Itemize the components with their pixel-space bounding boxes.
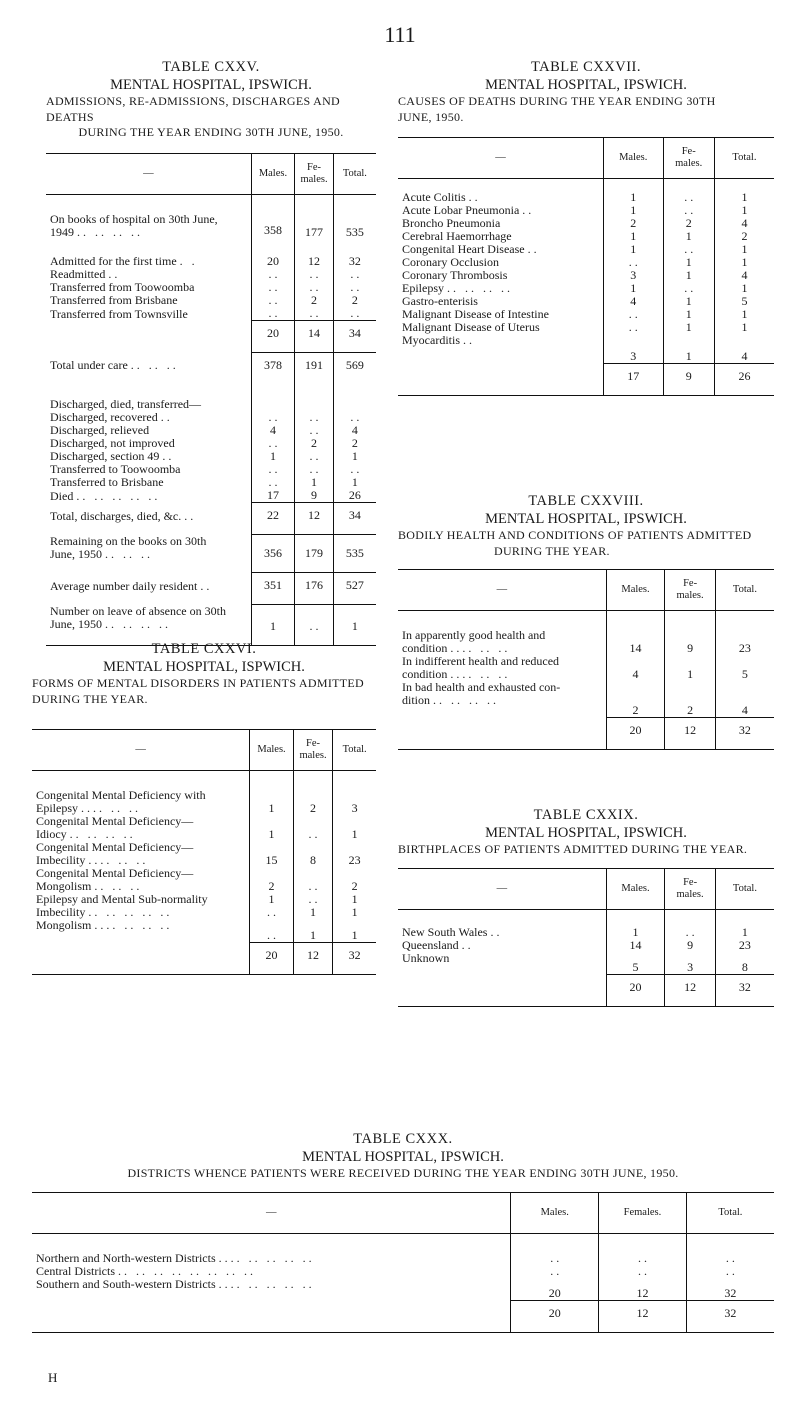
table-subtitle: MENTAL HOSPITAL, IPSWICH. (302, 1149, 504, 1166)
col-females: Fe- males. (293, 730, 333, 771)
table-row: Broncho Pneumonia 2 2 4 (398, 217, 774, 230)
stub-header: — (398, 138, 603, 179)
table-row: New South Wales . . 1 . . 1 (398, 909, 774, 939)
table-row: Acute Lobar Pneumonia . . 1 . . 1 (398, 204, 774, 217)
table-row: Transferred to Toowoomba . . . . . . (46, 463, 376, 476)
table-row: Number on leave of absence on 30th June, 1950 .. .. .. .. 1 . . 1 (46, 605, 376, 646)
table-row: Discharged, section 49 . . 1 . . 1 (46, 450, 376, 463)
table-caption: BIRTHPLACES OF PATIENTS ADMITTED DURING THE YEAR. (398, 842, 748, 857)
table-row: Central Districts .. .. .. .. .. .. .. .. . . . . . . (32, 1265, 774, 1278)
col-females: Fe- males. (295, 154, 334, 195)
col-total: Total. (715, 570, 774, 611)
col-females: Fe- males. (663, 138, 714, 179)
table-row: Died .. .. .. .. .. 17 9 26 (46, 489, 376, 503)
table-row: Congenital Mental Deficiency— Mongolism .. .. .. 2 . . 2 (32, 867, 376, 893)
table-row: Mongolism . . .. .. .. .. . . 1 1 (32, 919, 376, 942)
header-row (398, 138, 774, 179)
table-row: Transferred to Brisbane . . 1 1 (46, 476, 376, 489)
table-number: TABLE CXXIX. (533, 807, 639, 823)
col-females: Fe- males. (665, 570, 716, 611)
table-cxxvii (398, 58, 774, 396)
table-subtitle: MENTAL HOSPITAL, IPSWICH. (110, 77, 312, 94)
header-row (46, 154, 376, 195)
data-table (32, 1192, 774, 1334)
data-table (398, 569, 774, 750)
table-row: Discharged, not improved . . 2 2 (46, 437, 376, 450)
table-subtitle: MENTAL HOSPITAL, IPSWICH. (485, 511, 687, 528)
col-total: Total. (333, 730, 376, 771)
table-cxxix (398, 806, 774, 1007)
table-row: Discharged, died, transferred— (46, 384, 376, 411)
table-row: Discharged, relieved 4 . . 4 (46, 424, 376, 437)
table-row: Queensland . . 14 9 23 (398, 939, 774, 952)
table-row: On books of hospital on 30th June, 1949 .. .. .. .. 358 177 535 (46, 195, 376, 240)
table-row: Readmitted . . . . . . . . (46, 268, 376, 281)
table-number: TABLE CXXVII. (530, 59, 642, 75)
header-row (32, 730, 376, 771)
table-cxxvi (32, 640, 376, 975)
table-row: Transferred from Brisbane . . 2 2 (46, 294, 376, 307)
table-row: Myocarditis . . 3 1 4 (398, 334, 774, 363)
table-row: Cerebral Haemorrhage 1 1 2 (398, 230, 774, 243)
table-row: Unknown 5 3 8 (398, 952, 774, 975)
stub-header: — (32, 1192, 511, 1233)
table-row: Coronary Occlusion . . 1 1 (398, 256, 774, 269)
header-row (398, 868, 774, 909)
table-row: Imbecility .. .. .. .. .. . . 1 1 (32, 906, 376, 919)
col-females: Fe- males. (665, 868, 716, 909)
table-row: Admitted for the first time . . 20 12 32 (46, 239, 376, 268)
table-number: TABLE CXXX. (353, 1131, 453, 1147)
stub-header: — (398, 868, 606, 909)
col-total: Total. (333, 154, 376, 195)
table-row: In apparently good health and condition . . .. .. .. 14 9 23 (398, 611, 774, 656)
table-row: Epilepsy and Mental Sub-normality 1 . . 1 (32, 893, 376, 906)
header-row (398, 570, 774, 611)
col-total: Total. (715, 868, 774, 909)
footer-signature-mark: H (48, 1370, 58, 1385)
table-subtitle: MENTAL HOSPITAL, ISPWICH. (103, 659, 305, 676)
col-total: Total. (686, 1192, 774, 1233)
table-row: Epilepsy .. .. .. .. 1 . . 1 (398, 282, 774, 295)
table-row: Congenital Mental Deficiency— Idiocy .. .. .. .. 1 . . 1 (32, 815, 376, 841)
table-row: Malignant Disease of Uterus . . 1 1 (398, 321, 774, 334)
data-table (32, 729, 376, 975)
table-cxxv (46, 58, 376, 646)
total-row: 20 12 32 (398, 717, 774, 749)
col-males: Males. (511, 1192, 599, 1233)
table-row: Transferred from Toowoomba . . . . . . (46, 281, 376, 294)
table-number: TABLE CXXV. (162, 59, 260, 75)
total-row: Total, discharges, died, &c. .. 22 12 34 (46, 503, 376, 535)
col-total: Total. (714, 138, 774, 179)
col-females: Females. (599, 1192, 687, 1233)
table-subtitle: MENTAL HOSPITAL, IPSWICH. (485, 77, 687, 94)
table-row: Southern and South-western Districts . . .. .. .. .. .. 20 12 32 (32, 1278, 774, 1301)
table-row: Congenital Mental Deficiency with Epilepsy . . .. .. .. 1 2 3 (32, 771, 376, 816)
header-row (32, 1192, 774, 1233)
table-caption: FORMS OF MENTAL DISORDERS IN PATIENTS ADMITTED DURING THE YEAR. (32, 676, 364, 706)
stub-header: — (46, 154, 251, 195)
table-row: Congenital Mental Deficiency— Imbecility . . .. .. .. 15 8 23 (32, 841, 376, 867)
table-row: In indifferent health and reduced condition . . .. .. .. 4 1 5 (398, 655, 774, 681)
total-row: 17 9 26 (398, 363, 774, 395)
table-row: Northern and North-western Districts . . .. .. .. .. .. . . . . . . (32, 1233, 774, 1265)
subtotal-row: 20 14 34 (46, 321, 376, 353)
data-table (46, 153, 376, 646)
table-caption: CAUSES OF DEATHS DURING THE YEAR ENDING 30TH JUNE, 1950. (398, 94, 716, 124)
table-row: In bad health and exhausted con- dition .. .. .. .. 2 2 4 (398, 681, 774, 717)
table-number: TABLE CXXVIII. (528, 493, 644, 509)
table-row: Gastro-enterisis 4 1 5 (398, 295, 774, 308)
table-row: Average number daily resident .. 351 176 527 (46, 573, 376, 605)
data-table (398, 868, 774, 1008)
data-table (398, 137, 774, 396)
table-row: Coronary Thrombosis 3 1 4 (398, 269, 774, 282)
table-subtitle: MENTAL HOSPITAL, IPSWICH. (485, 825, 687, 842)
total-row: Total under care .. .. .. 378 191 569 (46, 353, 376, 385)
table-row: Transferred from Townsville . . . . . . (46, 307, 376, 321)
table-cxxviii (398, 492, 774, 750)
col-males: Males. (603, 138, 663, 179)
col-males: Males. (606, 570, 665, 611)
col-males: Males. (251, 154, 295, 195)
table-number: TABLE CXXVI. (151, 641, 257, 657)
total-row: 20 12 32 (32, 1301, 774, 1333)
table-row: Acute Colitis . . 1 . . 1 (398, 179, 774, 205)
table-cxxx (32, 1130, 774, 1333)
total-row: 20 12 32 (398, 975, 774, 1007)
page-number: 111 (384, 22, 416, 47)
col-males: Males. (250, 730, 293, 771)
table-caption: DISTRICTS WHENCE PATIENTS WERE RECEIVED DURING THE YEAR ENDING 30TH JUNE, 1950. (127, 1166, 679, 1181)
table-row: Discharged, recovered . . . . . . . . (46, 411, 376, 424)
table-row: Congenital Heart Disease . . 1 . . 1 (398, 243, 774, 256)
table-caption: BODILY HEALTH AND CONDITIONS OF PATIENTS ADMITTED DURING THE YEAR. (398, 528, 752, 558)
table-row: Malignant Disease of Intestine . . 1 1 (398, 308, 774, 321)
stub-header: — (32, 730, 250, 771)
col-males: Males. (606, 868, 665, 909)
table-caption: ADMISSIONS, RE-ADMISSIONS, DISCHARGES AND DEATHS DURING THE YEAR ENDING 30TH JUNE, 1950. (46, 94, 344, 140)
table-row: Remaining on the books on 30th June, 1950 .. .. .. 356 179 535 (46, 535, 376, 573)
total-row: 20 12 32 (32, 942, 376, 974)
stub-header: — (398, 570, 606, 611)
